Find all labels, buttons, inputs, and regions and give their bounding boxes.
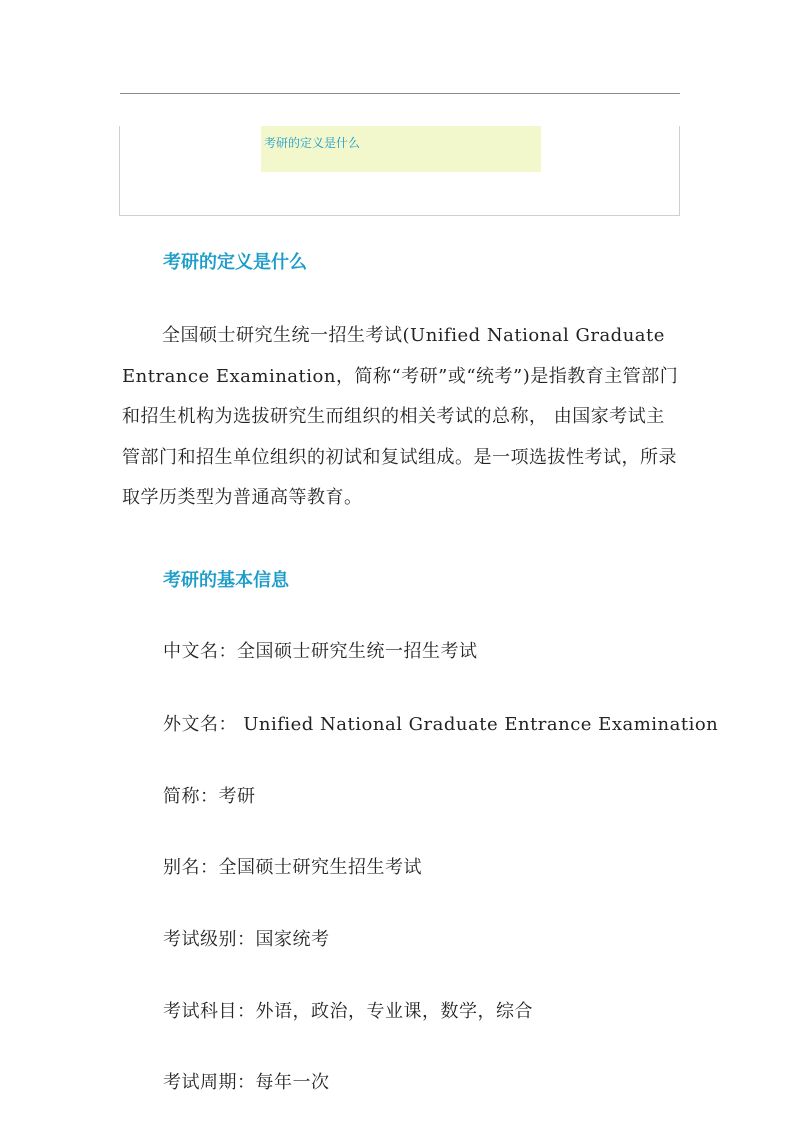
top-divider bbox=[120, 93, 680, 94]
info-item-exam-subjects: 考试科目：外语，政治，专业课，数学，综合 bbox=[163, 1001, 533, 1022]
info-item-foreign-name: 外文名： Unified National Graduate Entrance Examination bbox=[163, 714, 719, 735]
definition-paragraph-text: 全国硕士研究生统一招生考试(Unified National Graduate Entrance Examination，简称“考研”或“统考”)是指教育主管部门和招生机构为选拔研究生而组织的相关考试的总称， 由国家考试主管部门和招生单位组织的初试和复试组成。是一项选拔性考试，所录取学历类型为普通高等教育。 bbox=[122, 325, 679, 508]
section-heading-basic-info: 考研的基本信息 bbox=[163, 570, 289, 591]
section-heading-definition: 考研的定义是什么 bbox=[163, 252, 307, 273]
banner-title: 考研的定义是什么 bbox=[264, 136, 361, 150]
banner-frame bbox=[119, 126, 680, 216]
banner-box bbox=[261, 126, 541, 172]
info-item-alias: 别名：全国硕士研究生招生考试 bbox=[163, 857, 422, 878]
info-item-exam-level: 考试级别：国家统考 bbox=[163, 929, 330, 950]
definition-paragraph bbox=[122, 316, 682, 519]
info-item-short-name: 简称：考研 bbox=[163, 786, 256, 807]
info-item-exam-cycle: 考试周期：每年一次 bbox=[163, 1072, 330, 1093]
info-item-chinese-name: 中文名：全国硕士研究生统一招生考试 bbox=[163, 641, 478, 662]
